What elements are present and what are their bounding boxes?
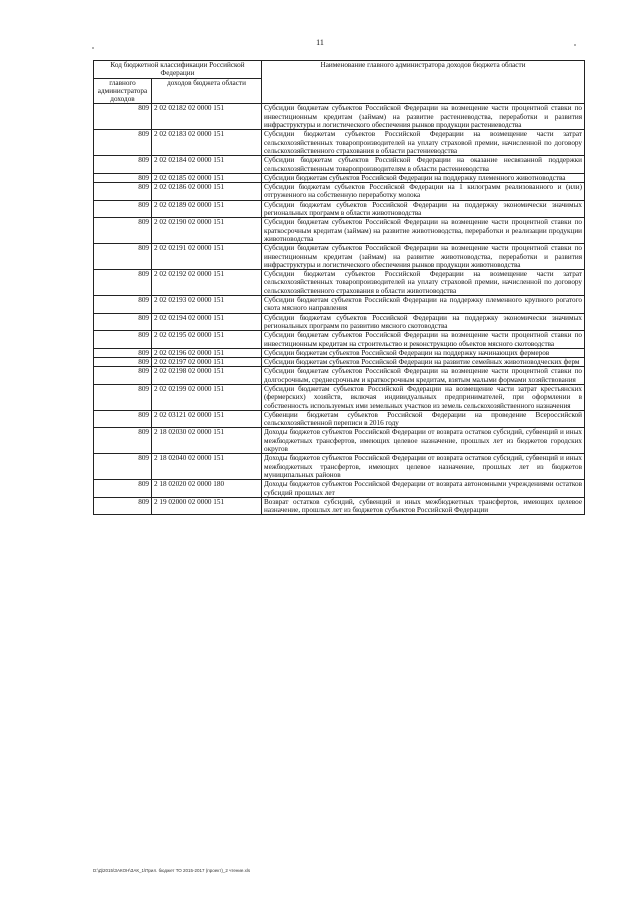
income-name-cell: Субсидии бюджетам субъектов Российской Федерации на поддержку начинающих фермеров xyxy=(262,348,585,357)
income-name-cell: Субсидии бюджетам субъектов Российской Федерации на оказание несвязанной поддержки сельскохозяйственным товаропроизводителям в области растениеводства xyxy=(262,156,585,174)
table-row xyxy=(94,367,585,385)
table-row xyxy=(94,296,585,314)
income-code-cell: 2 02 02185 02 0000 151 xyxy=(152,173,262,182)
income-name-cell: Субсидии бюджетам субъектов Российской Федерации на возмещение части затрат крестьянских (фермерских) хозяйств, включая индивидуальных предпринимателей, при оформлении в собственность используемых ими земельных участков из земель сельскохозяйственного назначения xyxy=(262,384,585,410)
admin-code-cell: 809 xyxy=(94,348,152,357)
income-code-cell: 2 02 02192 02 0000 151 xyxy=(152,270,262,296)
income-name-cell: Субсидии бюджетам субъектов Российской Федерации на поддержку экономически значимых региональных программ по развитию мясного скотоводства xyxy=(262,313,585,331)
income-code-cell: 2 02 02195 02 0000 151 xyxy=(152,331,262,349)
table-row xyxy=(94,270,585,296)
income-column-header: доходов бюджета области xyxy=(152,78,262,104)
income-code-cell: 2 18 02030 02 0000 151 xyxy=(152,428,262,454)
admin-code-cell: 809 xyxy=(94,313,152,331)
income-code-cell: 2 02 02186 02 0000 151 xyxy=(152,183,262,201)
income-code-cell: 2 02 02190 02 0000 151 xyxy=(152,218,262,244)
income-code-cell: 2 02 02199 02 0000 151 xyxy=(152,384,262,410)
admin-code-cell: 809 xyxy=(94,454,152,480)
income-classification-table xyxy=(93,60,585,515)
income-name-cell: Субсидии бюджетам субъектов Российской Федерации на поддержку племенного животноводства xyxy=(262,173,585,182)
admin-code-cell: 809 xyxy=(94,173,152,182)
income-name-cell: Субвенции бюджетам субъектов Российской Федерации на проведение Всероссийской сельскохозяйственной переписи в 2016 году xyxy=(262,410,585,428)
table-row xyxy=(94,331,585,349)
income-name-cell: Субсидии бюджетам субъектов Российской Федерации на возмещение части затрат сельскохозяйственных товаропроизводителей на уплату страховой премии, начисленной по договору сельскохозяйственного страхования в области растениеводства xyxy=(262,130,585,156)
income-code-cell: 2 02 02196 02 0000 151 xyxy=(152,348,262,357)
income-code-cell: 2 19 02000 02 0000 151 xyxy=(152,497,262,515)
table-row xyxy=(94,104,585,130)
admin-code-cell: 809 xyxy=(94,358,152,367)
admin-code-cell: 809 xyxy=(94,218,152,244)
admin-code-cell: 809 xyxy=(94,480,152,498)
admin-code-cell: 809 xyxy=(94,384,152,410)
income-name-cell: Субсидии бюджетам субъектов Российской Федерации на развитие семейных животноводческих ферм xyxy=(262,358,585,367)
admin-code-cell: 809 xyxy=(94,104,152,130)
table-body xyxy=(94,104,585,515)
table-row xyxy=(94,183,585,201)
table-row xyxy=(94,358,585,367)
admin-code-cell: 809 xyxy=(94,296,152,314)
admin-code-cell: 809 xyxy=(94,367,152,385)
income-name-cell: Субсидии бюджетам субъектов Российской Федерации на возмещение части процентной ставки по краткосрочным кредитам (займам) на развитие животноводства, переработки и реализации продукции животноводства xyxy=(262,218,585,244)
income-code-cell: 2 02 02197 02 0000 151 xyxy=(152,358,262,367)
scan-speck xyxy=(92,47,94,49)
admin-code-cell: 809 xyxy=(94,410,152,428)
admin-code-cell: 809 xyxy=(94,331,152,349)
income-code-cell: 2 02 02189 02 0000 151 xyxy=(152,200,262,218)
income-code-cell: 2 18 02020 02 0000 180 xyxy=(152,480,262,498)
table-row xyxy=(94,218,585,244)
table-row xyxy=(94,200,585,218)
admin-code-cell: 809 xyxy=(94,156,152,174)
income-name-cell: Доходы бюджетов субъектов Российской Федерации от возврата остатков субсидий, субвенций и иных межбюджетных трансфертов, имеющих целевое назначение, прошлых лет из бюджетов городских округов xyxy=(262,428,585,454)
scan-speck xyxy=(574,44,576,46)
income-code-cell: 2 02 02194 02 0000 151 xyxy=(152,313,262,331)
code-group-header: Код бюджетной классификации Российской Федерации xyxy=(94,61,262,79)
income-name-cell: Доходы бюджетов субъектов Российской Федерации от возврата остатков субсидий, субвенций и иных межбюджетных трансфертов, имеющих целевое назначение, прошлых лет из бюджетов муниципальных районов xyxy=(262,454,585,480)
table-row xyxy=(94,244,585,270)
file-path-footer: D:\Д\2015\ЗАКОН\ЗАК_1\Прил. бюджет ТО 2015-2017 (проект)_2 чтение.xls xyxy=(93,868,251,873)
table-row xyxy=(94,130,585,156)
income-code-cell: 2 02 02191 02 0000 151 xyxy=(152,244,262,270)
income-code-cell: 2 02 02184 02 0000 151 xyxy=(152,156,262,174)
admin-code-cell: 809 xyxy=(94,130,152,156)
income-name-cell: Субсидии бюджетам субъектов Российской Федерации на поддержку экономически значимых региональных программ в области животноводства xyxy=(262,200,585,218)
admin-code-cell: 809 xyxy=(94,497,152,515)
income-name-cell: Субсидии бюджетам субъектов Российской Федерации на возмещение части процентной ставки по долгосрочным, среднесрочным и краткосрочным кредитам, взятым малыми формами хозяйствования xyxy=(262,367,585,385)
table-row xyxy=(94,454,585,480)
income-name-cell: Субсидии бюджетам субъектов Российской Федерации на возмещение части процентной ставки по инвестиционным кредитам (займам) на развитие растениеводства, переработки и развития инфраструктуры и логистического обеспечения рынков продукции растениеводства xyxy=(262,104,585,130)
income-name-cell: Субсидии бюджетам субъектов Российской Федерации на поддержку племенного крупного рогатого скота мясного направления xyxy=(262,296,585,314)
income-name-cell: Субсидии бюджетам субъектов Российской Федерации на возмещение части процентной ставки по инвестиционным кредитам на строительство и реконструкцию объектов мясного скотоводства xyxy=(262,331,585,349)
admin-code-cell: 809 xyxy=(94,270,152,296)
admin-code-cell: 809 xyxy=(94,428,152,454)
table-row xyxy=(94,480,585,498)
income-code-cell: 2 02 02198 02 0000 151 xyxy=(152,367,262,385)
admin-code-cell: 809 xyxy=(94,200,152,218)
table-row xyxy=(94,384,585,410)
income-code-cell: 2 02 02193 02 0000 151 xyxy=(152,296,262,314)
income-name-cell: Субсидии бюджетам субъектов Российской Федерации на возмещение части затрат сельскохозяйственных товаропроизводителей на уплату страховой премии, начисленной по договору сельскохозяйственного страхования в области животноводства xyxy=(262,270,585,296)
table-row xyxy=(94,410,585,428)
income-code-cell: 2 02 02183 02 0000 151 xyxy=(152,130,262,156)
income-name-cell: Доходы бюджетов субъектов Российской Федерации от возврата автономными учреждениями остатков субсидий прошлых лет xyxy=(262,480,585,498)
table-row xyxy=(94,497,585,515)
income-code-cell: 2 02 02182 02 0000 151 xyxy=(152,104,262,130)
table-row xyxy=(94,428,585,454)
income-name-cell: Субсидии бюджетам субъектов Российской Федерации на возмещение части процентной ставки по инвестиционным кредитам (займам) на развитие животноводства, переработки и развития инфраструктуры и логистического обеспечения рынков продукции животноводства xyxy=(262,244,585,270)
table-row xyxy=(94,348,585,357)
income-code-cell: 2 02 03121 02 0000 151 xyxy=(152,410,262,428)
admin-code-cell: 809 xyxy=(94,244,152,270)
income-code-cell: 2 18 02040 02 0000 151 xyxy=(152,454,262,480)
income-name-cell: Субсидии бюджетам субъектов Российской Федерации на 1 килограмм реализованного и (или) отгруженного на собственную переработку молока xyxy=(262,183,585,201)
table-row xyxy=(94,156,585,174)
name-column-header: Наименование главного администратора доходов бюджета области xyxy=(262,61,585,104)
admin-column-header: главного администратора доходов xyxy=(94,78,152,104)
income-name-cell: Возврат остатков субсидий, субвенций и иных межбюджетных трансфертов, имеющих целевое назначение, прошлых лет из бюджетов субъектов Российской Федерации xyxy=(262,497,585,515)
table-row xyxy=(94,173,585,182)
page-number: 11 xyxy=(316,38,324,47)
admin-code-cell: 809 xyxy=(94,183,152,201)
table-row xyxy=(94,313,585,331)
